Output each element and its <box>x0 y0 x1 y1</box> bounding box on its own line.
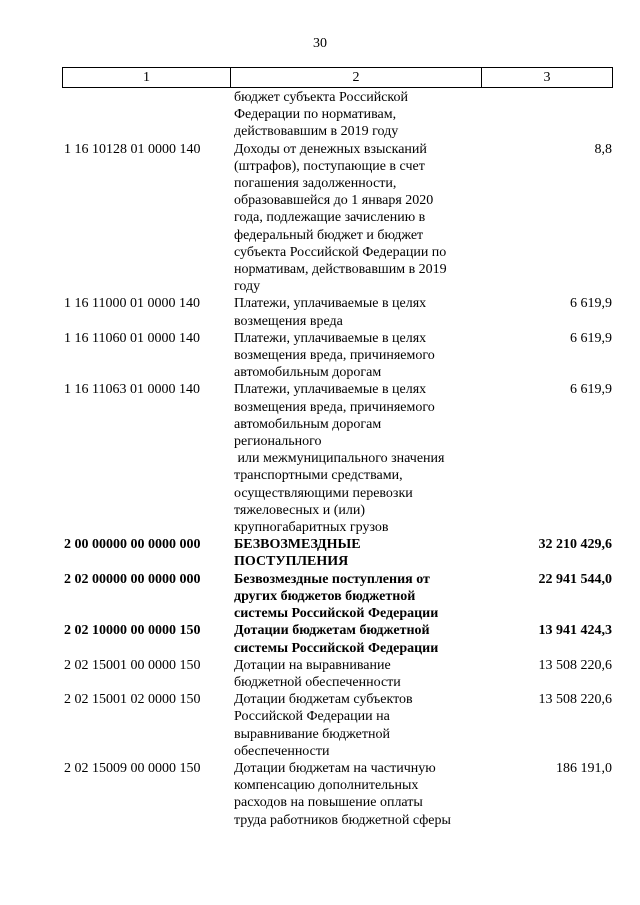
table-row <box>62 89 612 141</box>
budget-code: 2 02 15001 00 0000 150 <box>64 657 201 673</box>
row-description: Безвозмездные поступления от других бюджетов бюджетной системы Российской Федерации <box>234 571 439 622</box>
table-row <box>62 571 612 623</box>
table-row <box>62 657 612 691</box>
budget-code: 1 16 10128 01 0000 140 <box>64 141 201 157</box>
row-amount: 13 941 424,3 <box>538 623 612 639</box>
row-amount: 13 508 220,6 <box>538 692 612 708</box>
row-description: Платежи, уплачиваемые в целях возмещения вреда, причиняемого автомобильным дорогам <box>234 330 435 381</box>
budget-code: 1 16 11063 01 0000 140 <box>64 382 200 398</box>
table-row <box>62 622 612 656</box>
row-amount: 6 619,9 <box>570 382 612 398</box>
row-description: Дотации бюджетам на частичную компенсацию дополнительных расходов на повышение оплаты труда работников бюджетной сферы <box>234 760 451 828</box>
row-description: Дотации бюджетам субъектов Российской Федерации на выравнивание бюджетной обеспеченности <box>234 692 413 759</box>
budget-code: 2 02 10000 00 0000 150 <box>64 623 201 639</box>
table-row <box>62 691 612 760</box>
header-cell-2: 2 <box>231 68 482 88</box>
table-row <box>62 536 612 570</box>
budget-code: 2 02 15001 02 0000 150 <box>64 692 201 708</box>
page-number: 30 <box>313 36 327 51</box>
table-row <box>62 295 612 329</box>
row-amount: 186 191,0 <box>556 760 612 776</box>
row-description: БЕЗВОЗМЕЗДНЫЕ ПОСТУПЛЕНИЯ <box>234 537 361 570</box>
column-header-table <box>62 67 613 88</box>
table-row <box>62 141 612 296</box>
row-description: Дотации на выравнивание бюджетной обеспеченности <box>234 657 401 690</box>
row-description: Платежи, уплачиваемые в целях возмещения вреда <box>234 296 427 329</box>
budget-code: 2 02 00000 00 0000 000 <box>64 571 201 587</box>
row-amount: 32 210 429,6 <box>538 537 612 553</box>
row-amount: 6 619,9 <box>570 296 612 312</box>
row-amount: 6 619,9 <box>570 330 612 346</box>
table-row <box>62 330 612 382</box>
row-description: Доходы от денежных взысканий (штрафов), поступающие в счет погашения задолженности, образовавшейся до 1 января 2020 года, подлежащие зачислению в федеральный бюджет и бюджет субъекта Российской Федерации по нормативам, действовавшим в 2019 году <box>234 141 447 295</box>
table-row <box>62 381 612 536</box>
row-description: Платежи, уплачиваемые в целях возмещения вреда, причиняемого автомобильным дорогам регионального или межмуниципального значения транспортными средствами, осуществляющими перевозки тяжеловесных и (или) крупногабаритных грузов <box>234 382 445 536</box>
budget-code: 2 00 00000 00 0000 000 <box>64 537 201 553</box>
header-cell-3: 3 <box>482 68 613 88</box>
row-amount: 22 941 544,0 <box>538 571 612 587</box>
budget-code <box>62 89 234 141</box>
budget-table-body <box>62 89 612 829</box>
budget-code: 1 16 11000 01 0000 140 <box>64 296 200 312</box>
header-row <box>63 68 613 88</box>
header-cell-1: 1 <box>63 68 231 88</box>
row-description: Дотации бюджетам бюджетной системы Российской Федерации <box>234 623 439 656</box>
row-amount: 8,8 <box>594 141 612 157</box>
row-description: бюджет субъекта Российской Федерации по нормативам, действовавшим в 2019 году <box>234 90 409 140</box>
budget-code: 2 02 15009 00 0000 150 <box>64 760 201 776</box>
table-row <box>62 760 612 829</box>
row-amount: 13 508 220,6 <box>538 657 612 673</box>
row-amount <box>484 89 612 141</box>
budget-code: 1 16 11060 01 0000 140 <box>64 330 200 346</box>
